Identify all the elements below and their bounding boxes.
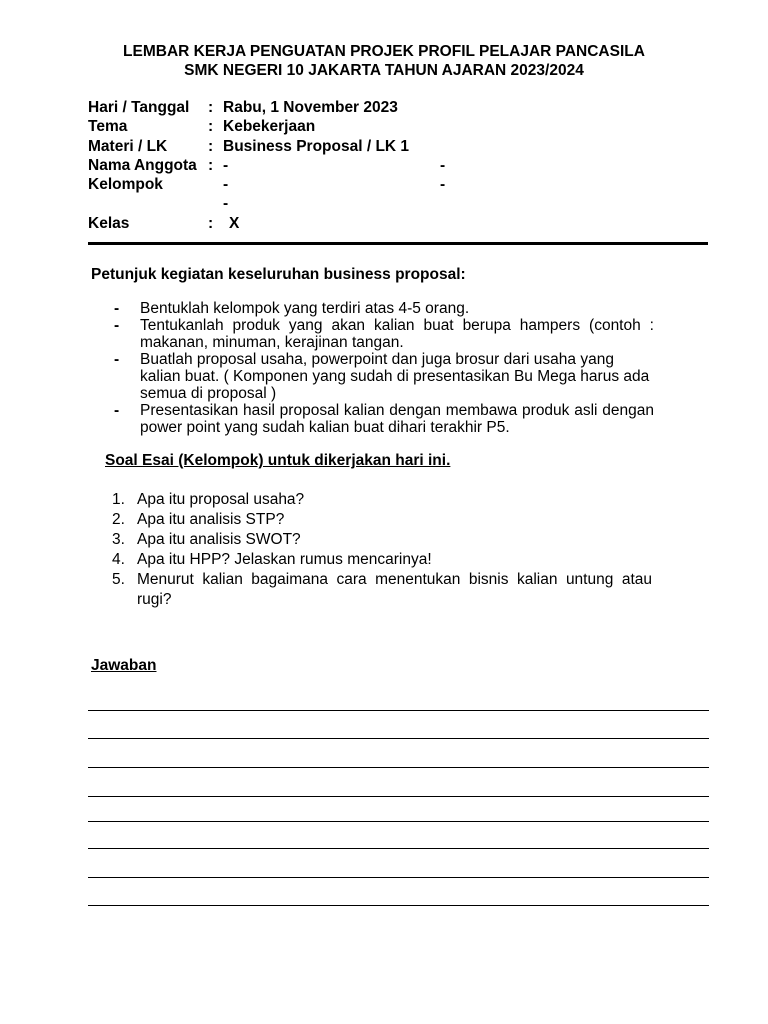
hari-value: Rabu, 1 November 2023 — [223, 99, 398, 116]
list-item — [114, 317, 654, 351]
question-number: 3. — [112, 531, 125, 548]
kelas-label: Kelas — [88, 215, 130, 232]
question-number: 4. — [112, 551, 125, 568]
kelompok-value: - — [223, 176, 229, 193]
petunjuk-item-text: Bentuklah kelompok yang terdiri atas 4-5 orang. — [140, 300, 470, 317]
question-text: Apa itu HPP? Jelaskan rumus mencarinya! — [137, 551, 432, 568]
bullet-dash: - — [114, 300, 120, 317]
answer-line-4[interactable] — [88, 796, 709, 797]
question-number: 2. — [112, 511, 125, 528]
tema-colon: : — [208, 118, 214, 135]
question-text: Menurut kalian bagaimana cara menentukan bisnis kalian untung atau rugi? — [137, 571, 652, 608]
answer-line-3[interactable] — [88, 767, 709, 768]
question-number: 5. — [112, 571, 125, 588]
list-item — [112, 530, 652, 550]
header-line-2: SMK NEGERI 10 JAKARTA TAHUN AJARAN 2023/2024 — [184, 62, 584, 79]
answer-line-7[interactable] — [88, 877, 709, 878]
bullet-dash: - — [114, 402, 120, 419]
header-divider — [88, 242, 708, 245]
materi-colon: : — [208, 138, 214, 155]
answer-line-1[interactable] — [88, 710, 709, 711]
nama-anggota-value: - — [223, 157, 229, 174]
soal-title: Soal Esai (Kelompok) untuk dikerjakan hari ini. — [105, 452, 451, 469]
question-number: 1. — [112, 491, 125, 508]
hari-label: Hari / Tanggal — [88, 99, 190, 116]
answer-line-8[interactable] — [88, 905, 709, 906]
soal-list — [112, 490, 652, 610]
list-item — [114, 402, 654, 436]
jawaban-title: Jawaban — [91, 657, 157, 674]
bullet-dash: - — [114, 317, 120, 334]
header-line-1: LEMBAR KERJA PENGUATAN PROJEK PROFIL PELAJAR PANCASILA — [123, 43, 645, 60]
bullet-dash: - — [114, 351, 120, 368]
nama-anggota-label: Nama Anggota — [88, 157, 197, 174]
petunjuk-item-text: Buatlah proposal usaha, powerpoint dan juga brosur dari usaha yang kalian buat. ( Komponen yang sudah di presentasikan Bu Mega harus ada semua di proposal ) — [140, 351, 650, 402]
list-item — [112, 550, 652, 570]
tema-value: Kebekerjaan — [223, 118, 316, 135]
hari-colon: : — [208, 99, 214, 116]
list-item — [112, 510, 652, 530]
petunjuk-item-text: Tentukanlah produk yang akan kalian buat berupa hampers (contoh : makanan, minuman, kerajinan tangan. — [140, 317, 654, 351]
petunjuk-item-text: Presentasikan hasil proposal kalian dengan membawa produk asli dengan power point yang sudah kalian buat dihari terakhir P5. — [140, 402, 654, 436]
answer-line-6[interactable] — [88, 848, 709, 849]
question-text: Apa itu proposal usaha? — [137, 491, 305, 508]
nama-anggota-right-dash: - — [440, 157, 446, 174]
question-text: Apa itu analisis SWOT? — [137, 531, 301, 548]
materi-value: Business Proposal / LK 1 — [223, 138, 410, 155]
petunjuk-list — [114, 300, 654, 436]
list-item — [112, 490, 652, 510]
nama-anggota-colon: : — [208, 157, 214, 174]
extra-member-value: - — [223, 195, 229, 212]
tema-label: Tema — [88, 118, 128, 135]
materi-label: Materi / LK — [88, 138, 168, 155]
list-item — [112, 570, 652, 610]
kelompok-right-dash: - — [440, 176, 446, 193]
petunjuk-title: Petunjuk kegiatan keseluruhan business proposal: — [91, 266, 466, 283]
kelas-colon: : — [208, 215, 214, 232]
kelompok-label: Kelompok — [88, 176, 163, 193]
answer-line-5[interactable] — [88, 821, 709, 822]
list-item — [114, 351, 654, 402]
answer-line-2[interactable] — [88, 738, 709, 739]
list-item — [114, 300, 654, 317]
question-text: Apa itu analisis STP? — [137, 511, 285, 528]
kelas-value: X — [229, 215, 240, 232]
